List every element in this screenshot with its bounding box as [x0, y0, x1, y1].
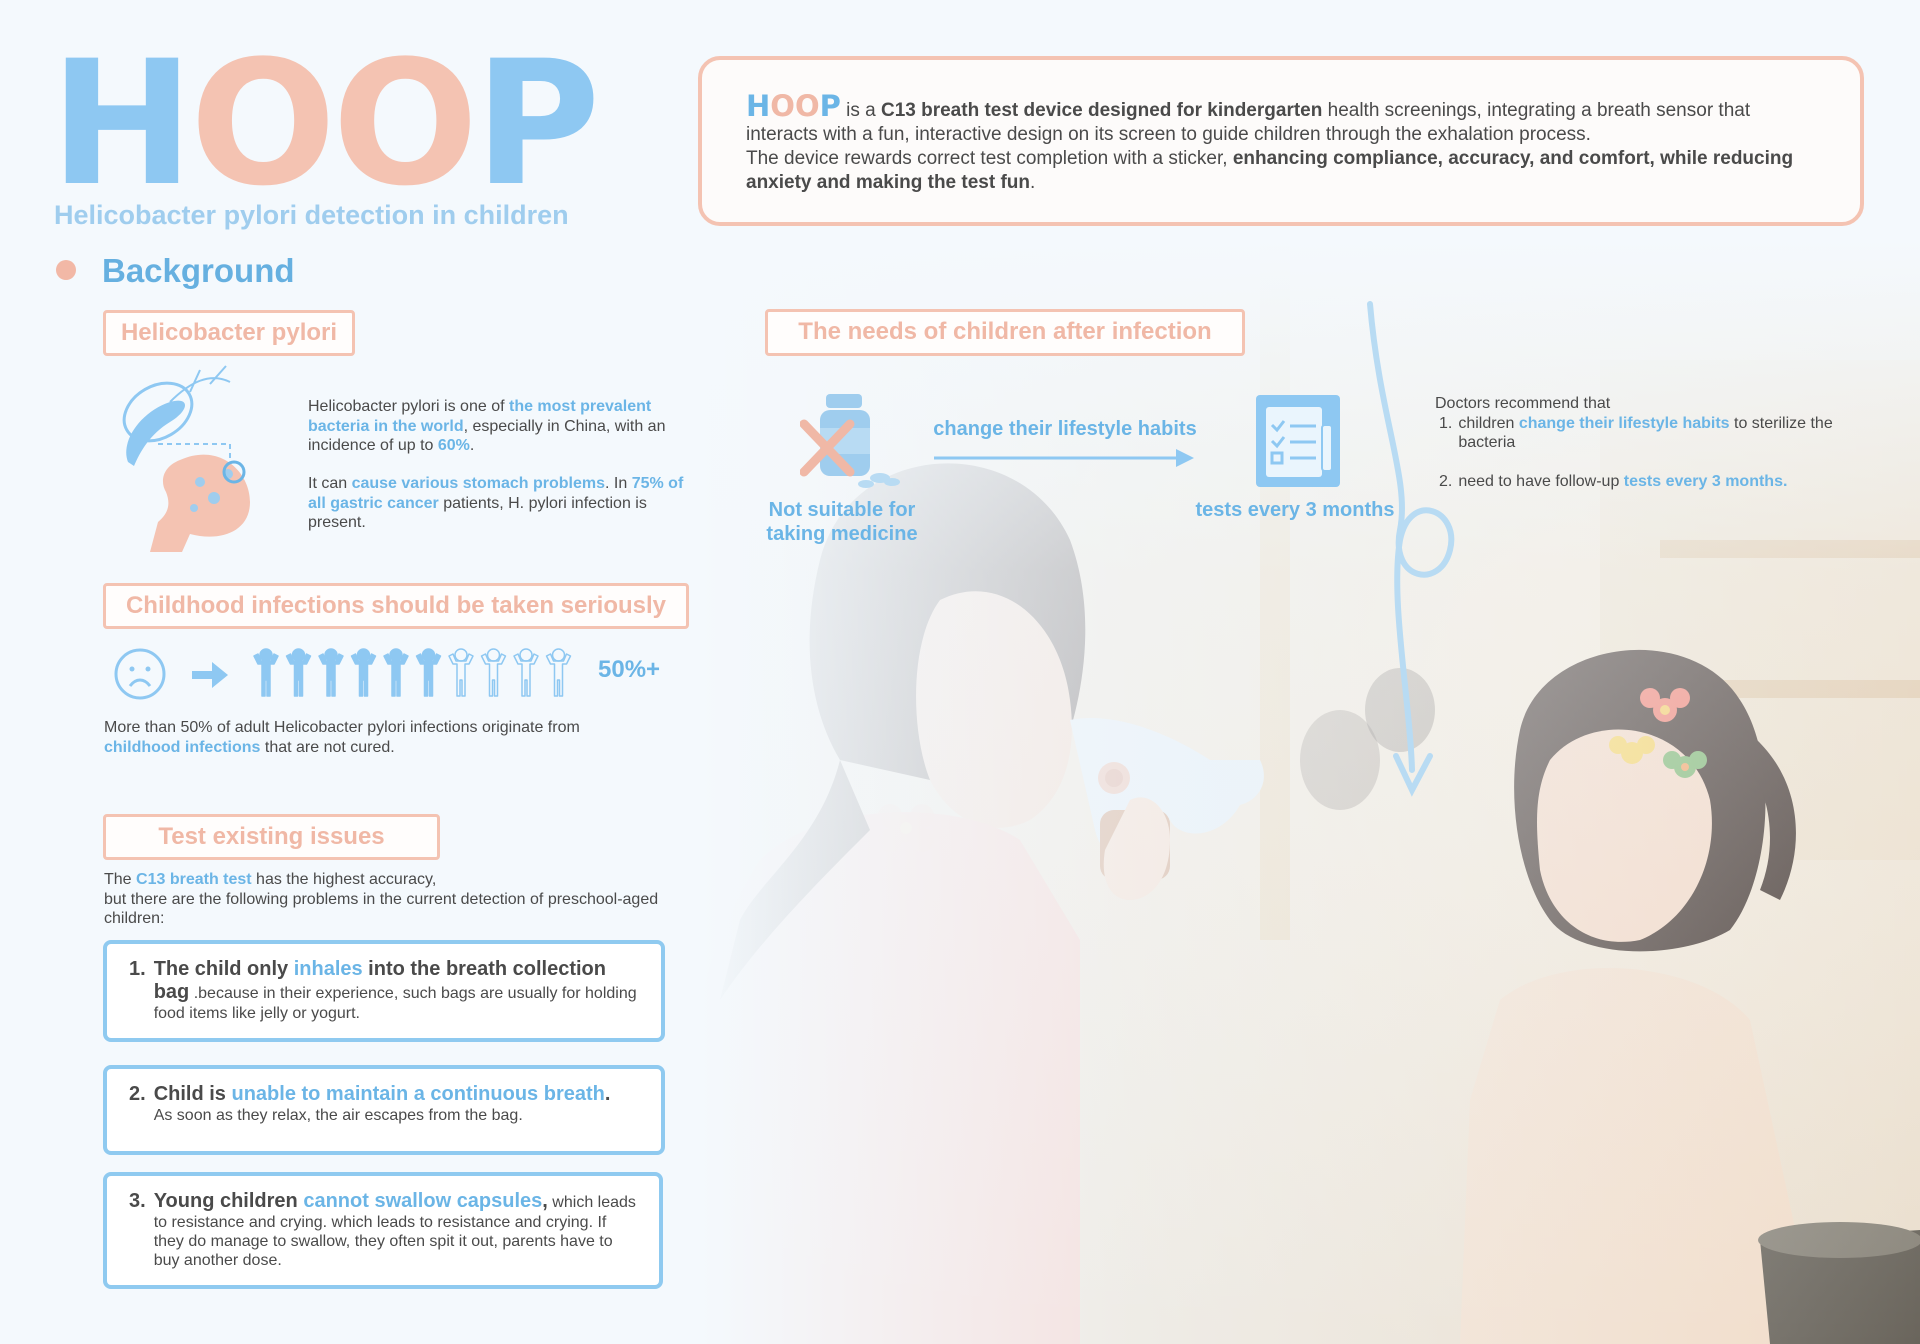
child-figure-icon [287, 649, 311, 696]
arrow-right-icon [190, 660, 230, 690]
issue-card-2 [103, 1065, 665, 1155]
intro-text-6: . [1030, 172, 1036, 193]
not-suitable-medicine-label: Not suitable for taking medicine [766, 499, 918, 545]
bacteria-stomach-icon [110, 362, 260, 552]
child-figure-icon [417, 649, 441, 696]
intro-hoop-letter-h: H [746, 89, 771, 123]
medicine-bottle-icon [800, 392, 900, 490]
hp-p2-text-a: It can [308, 475, 352, 492]
page-subtitle: Helicobacter pylori detection in children [54, 200, 569, 230]
issue-lead-text-a: Child is [153, 1083, 232, 1105]
issue-number: 3. [129, 1190, 146, 1212]
child-figures-row [252, 648, 582, 700]
doctors-recommendation [1435, 394, 1855, 491]
hp-p2-highlight-d: 75% of all gastric cancer [308, 475, 684, 512]
doctors-item1-text-a: children [1458, 414, 1519, 432]
child-figure-icon [482, 649, 506, 696]
tag-needs-after-infection: The needs of children after infection [765, 309, 1245, 356]
title-letter-o1: O [189, 23, 333, 224]
child-figure-icon [384, 649, 408, 696]
doctors-item-2 [1435, 472, 1855, 492]
issues-intro-text-c: has the highest accuracy, [251, 871, 437, 888]
intro-text-1: is a [840, 100, 881, 121]
hp-p2-text-e: patients, H. pylori infection is present. [308, 494, 647, 531]
child-figure-icon [547, 649, 571, 696]
intro-hoop-letter-o1: O [770, 89, 795, 123]
child-figure-icon [254, 649, 278, 696]
issue-lead [154, 1083, 611, 1106]
intro-hoop-word [746, 89, 841, 123]
issue-detail: which leads to resistance and crying. which leads to resistance and crying. If they do manage to swallow, they often spit it out, parents have to buy another dose. [153, 1194, 636, 1269]
childhood-paragraph [104, 718, 604, 757]
hp-p1-text-c: , especially in China, with an incidence of up to [308, 417, 666, 454]
doctors-item-number: 1. [1439, 414, 1453, 432]
intro-text-3: health screenings, integrating a breath sensor that interacts with a fun, interactive design on its screen to guide children through the exhalation process. [746, 100, 1751, 145]
child-figure-icon [514, 649, 538, 696]
tag-helicobacter-pylori: Helicobacter pylori [103, 310, 355, 356]
issues-intro-text-a: The [104, 871, 137, 888]
title-letter-p: P [474, 23, 597, 224]
issue-lead [154, 1190, 548, 1212]
doctors-item1-text-c: to sterilize the bacteria [1458, 414, 1833, 451]
swirl-arrow-icon [1360, 300, 1470, 800]
intro-box [698, 56, 1864, 226]
intro-hoop-letter-p: P [819, 89, 841, 123]
doctors-item-1 [1435, 414, 1855, 453]
issue-lead-text-b: into the breath collection bag [153, 958, 606, 1003]
doctors-item1-highlight: change their lifestyle habits [1518, 414, 1730, 432]
doctors-item2-highlight: tests every 3 months. [1623, 472, 1788, 490]
childhood-highlight: childhood infections [104, 738, 261, 756]
issues-intro-text-d: but there are the following problems in the current detection of preschool-aged children: [104, 890, 659, 927]
hp-p1-highlight-b: the most prevalent bacteria in the world [308, 398, 652, 435]
tag-test-issues: Test existing issues [103, 814, 440, 860]
issue-lead-highlight: unable to maintain a continuous breath [231, 1083, 605, 1105]
hp-p1-text-a: Helicobacter pylori is one of [308, 398, 509, 415]
infection-percent: 50%+ [598, 656, 661, 683]
hp-paragraph-1 [308, 397, 690, 456]
doctors-item2-text-a: need to have follow-up [1458, 472, 1624, 490]
section-heading-background: Background [102, 252, 295, 289]
issue-lead-text-b: . [604, 1083, 611, 1105]
issue-card-1 [103, 940, 665, 1042]
issue-detail: .because in their experience, such bags are usually for holding food items like jelly or yogurt. [153, 985, 637, 1022]
issue-lead-text-b: , [542, 1190, 548, 1212]
issue-card-3 [103, 1172, 663, 1289]
hp-p2-highlight-b: cause various stomach problems [351, 475, 606, 492]
child-figure-icon [319, 649, 343, 696]
doctors-item-number: 2. [1439, 472, 1453, 490]
childhood-text-a: More than 50% of adult Helicobacter pylori infections originate from [104, 719, 580, 736]
issue-lead-highlight: inhales [293, 958, 363, 980]
hp-p2-text-c: . In [605, 475, 632, 492]
issue-lead-text-a: The child only [153, 958, 294, 980]
lifestyle-habits-label: change their lifestyle habits [933, 418, 1197, 440]
issue-number: 2. [129, 1083, 146, 1105]
issue-lead-text-a: Young children [153, 1190, 304, 1212]
child-figures-svg [252, 648, 582, 700]
issues-intro-highlight: C13 breath test [136, 871, 252, 888]
doctors-intro: Doctors recommend that [1435, 395, 1611, 412]
issue-number: 1. [129, 958, 146, 980]
issue-detail: As soon as they relax, the air escapes from the bag. [153, 1107, 523, 1124]
issues-intro [104, 870, 674, 929]
sad-face-icon [112, 646, 168, 702]
checklist-icon [1254, 393, 1342, 489]
intro-hoop-letter-o2: O [794, 89, 820, 123]
intro-text-5: enhancing compliance, accuracy, and comfort, while reducing anxiety and making the test fun [746, 148, 1794, 193]
tests-every-3-months-label: tests every 3 months [1195, 499, 1395, 521]
child-figure-icon [352, 649, 376, 696]
child-figure-icon [449, 649, 473, 696]
hp-p1-text-e: . [469, 437, 475, 454]
issue-lead-highlight: cannot swallow capsules [303, 1190, 543, 1212]
intro-text-4: The device rewards correct test completion with a sticker, [746, 148, 1233, 169]
childhood-text-c: that are not cured. [260, 738, 395, 756]
intro-text-2: C13 breath test device designed for kindergarten [880, 100, 1323, 121]
hp-p1-highlight-d: 60% [437, 437, 470, 454]
title-letter-h: H [50, 23, 190, 224]
section-bullet [56, 260, 76, 280]
hp-paragraph-2 [308, 474, 690, 533]
title-letter-o2: O [332, 23, 475, 224]
arrow-right-icon [932, 446, 1196, 470]
tag-childhood-infections: Childhood infections should be taken seriously [103, 583, 689, 629]
